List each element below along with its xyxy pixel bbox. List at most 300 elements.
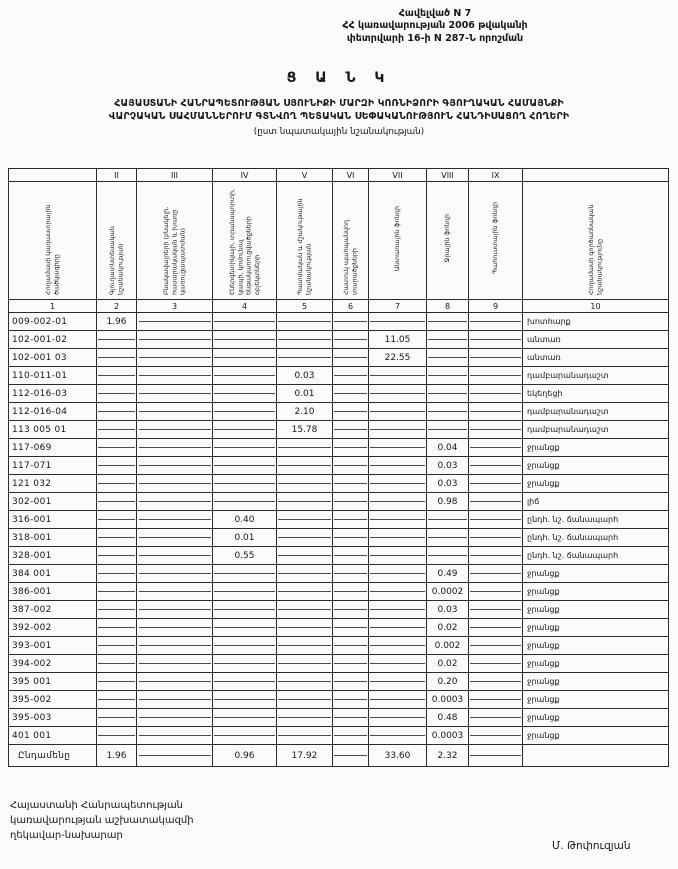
area-value-cell: [427, 403, 469, 421]
area-value-cell: [97, 403, 137, 421]
empty-cell-dash: [470, 555, 521, 556]
empty-cell-dash: [334, 627, 368, 628]
empty-cell-dash: [470, 663, 521, 664]
area-value-cell: [333, 493, 369, 511]
area-value-cell: [213, 367, 277, 385]
area-value-cell: [137, 583, 213, 601]
area-value-cell: [369, 367, 427, 385]
area-value-cell: [469, 691, 523, 709]
table-row: [9, 367, 669, 385]
empty-cell-dash: [370, 735, 425, 736]
empty-cell-dash: [334, 357, 368, 358]
empty-cell-dash: [428, 339, 467, 340]
empty-cell-dash: [214, 681, 274, 682]
area-value-cell: [369, 547, 427, 565]
empty-cell-dash: [470, 573, 521, 574]
parcel-code-cell: 328-001: [9, 547, 97, 565]
empty-cell-dash: [278, 357, 331, 358]
roman-numeral-cell: IV: [213, 169, 277, 182]
designation-cell: ջրանցք: [523, 457, 669, 475]
roman-numeral-cell: II: [97, 169, 137, 182]
table-row: [9, 529, 669, 547]
column-header-label: Հատուկ պահպանվող տարածքների: [342, 219, 359, 295]
rotated-header-row: [9, 182, 669, 300]
table-row: [9, 619, 669, 637]
empty-cell-dash: [370, 465, 425, 466]
column-header-label: Պատմական և մշակութային նշանակության: [296, 197, 313, 295]
area-value-cell: [97, 529, 137, 547]
parcel-code-cell: 121 032: [9, 475, 97, 493]
area-value-cell: [137, 493, 213, 511]
designation-cell: ջրանցք: [523, 601, 669, 619]
empty-cell-dash: [334, 699, 368, 700]
empty-cell-dash: [278, 573, 331, 574]
area-value-cell: [469, 709, 523, 727]
area-value-cell: [333, 403, 369, 421]
area-value-cell: [469, 511, 523, 529]
empty-cell-dash: [139, 465, 211, 466]
area-value-cell: [213, 439, 277, 457]
empty-cell-dash: [470, 501, 521, 502]
column-number-cell: 9: [469, 300, 523, 313]
empty-cell-dash: [278, 717, 331, 718]
column-header-cell: [333, 182, 369, 300]
table-row: [9, 403, 669, 421]
area-value-cell: [97, 331, 137, 349]
designation-cell: դամբարանադաշտ: [523, 403, 669, 421]
empty-cell-dash: [370, 681, 425, 682]
empty-cell-dash: [334, 663, 368, 664]
parcel-code-cell: 401 001: [9, 727, 97, 745]
area-value-cell: [333, 601, 369, 619]
appendix-line-3: փետրվարի 16-ի N 287-Ն որոշման: [346, 32, 524, 44]
table-row: [9, 331, 669, 349]
empty-cell-dash: [214, 501, 274, 502]
empty-cell-dash: [98, 447, 135, 448]
empty-cell-dash: [470, 609, 521, 610]
area-value-cell: [469, 349, 523, 367]
parcel-code-cell: 392-002: [9, 619, 97, 637]
total-row: [9, 745, 669, 767]
area-value-cell: [137, 655, 213, 673]
empty-cell-dash: [139, 663, 211, 664]
area-value-cell: [427, 511, 469, 529]
empty-cell-dash: [278, 555, 331, 556]
empty-cell-dash: [370, 501, 425, 502]
area-value-cell: [97, 583, 137, 601]
empty-cell-dash: [278, 465, 331, 466]
empty-cell-dash: [370, 537, 425, 538]
parcel-code-cell: 316-001: [9, 511, 97, 529]
empty-cell-dash: [370, 573, 425, 574]
area-value-cell: [469, 637, 523, 655]
area-value-cell: [333, 673, 369, 691]
area-value-cell: [213, 403, 277, 421]
roman-numeral-cell: IX: [469, 169, 523, 182]
column-header-cell: [213, 182, 277, 300]
subtitle-note: (ըստ նպատակային նշանակության): [253, 127, 425, 137]
area-value-cell: [469, 385, 523, 403]
empty-cell-dash: [98, 735, 135, 736]
empty-cell-dash: [98, 519, 135, 520]
empty-cell-dash: [278, 609, 331, 610]
parcel-code-cell: 387-002: [9, 601, 97, 619]
area-value-cell: 0.002: [427, 637, 469, 655]
empty-cell-dash: [370, 717, 425, 718]
parcel-code-cell: 117-071: [9, 457, 97, 475]
area-value-cell: [97, 637, 137, 655]
parcel-code-cell: 009-002-01: [9, 313, 97, 331]
empty-cell-dash: [278, 501, 331, 502]
empty-cell-dash: [428, 393, 467, 394]
area-value-cell: [137, 565, 213, 583]
area-value-cell: 1.96: [97, 745, 137, 767]
empty-cell-dash: [370, 645, 425, 646]
area-value-cell: [137, 529, 213, 547]
area-value-cell: [213, 457, 277, 475]
parcel-code-cell: 386-001: [9, 583, 97, 601]
table-row: [9, 727, 669, 745]
area-value-cell: 0.0003: [427, 727, 469, 745]
table-row: [9, 385, 669, 403]
empty-cell-dash: [428, 411, 467, 412]
empty-cell-dash: [214, 663, 274, 664]
table-row: [9, 421, 669, 439]
empty-cell-dash: [214, 411, 274, 412]
empty-cell-dash: [214, 645, 274, 646]
empty-cell-dash: [278, 699, 331, 700]
area-value-cell: [97, 673, 137, 691]
area-value-cell: [213, 637, 277, 655]
area-value-cell: [97, 421, 137, 439]
empty-cell-dash: [370, 375, 425, 376]
area-value-cell: [333, 529, 369, 547]
parcel-code-cell: 318-001: [9, 529, 97, 547]
parcel-code-cell: 110-011-01: [9, 367, 97, 385]
empty-cell-dash: [470, 375, 521, 376]
area-value-cell: [469, 745, 523, 767]
empty-cell-dash: [370, 627, 425, 628]
empty-cell-dash: [334, 519, 368, 520]
area-value-cell: [427, 331, 469, 349]
area-value-cell: [277, 709, 333, 727]
area-value-cell: [137, 691, 213, 709]
empty-cell-dash: [334, 501, 368, 502]
area-value-cell: [97, 619, 137, 637]
area-value-cell: [213, 601, 277, 619]
empty-cell-dash: [98, 645, 135, 646]
column-number-cell: 8: [427, 300, 469, 313]
area-value-cell: [277, 727, 333, 745]
area-value-cell: 0.01: [213, 529, 277, 547]
area-value-cell: [427, 529, 469, 547]
designation-cell: ընդհ. նշ. ճանապարհ: [523, 547, 669, 565]
area-value-cell: [97, 547, 137, 565]
table-row: [9, 691, 669, 709]
empty-cell-dash: [278, 447, 331, 448]
area-value-cell: [213, 673, 277, 691]
area-value-cell: [369, 619, 427, 637]
column-header-cell: [427, 182, 469, 300]
empty-cell-dash: [370, 663, 425, 664]
empty-cell-dash: [214, 735, 274, 736]
area-value-cell: [333, 691, 369, 709]
area-value-cell: 17.92: [277, 745, 333, 767]
area-value-cell: [277, 529, 333, 547]
empty-cell-dash: [370, 393, 425, 394]
area-value-cell: [97, 439, 137, 457]
lands-table: [8, 168, 669, 767]
empty-cell-dash: [98, 411, 135, 412]
area-value-cell: [277, 475, 333, 493]
empty-cell-dash: [98, 573, 135, 574]
column-header-label: Հողամասի գործառնական նշանակությունը: [587, 203, 604, 295]
area-value-cell: [369, 457, 427, 475]
area-value-cell: [469, 673, 523, 691]
subtitle-line-2: ՎԱՐՉԱԿԱՆ ՍԱՀՄԱՆՆԵՐՈՒՄ ԳՏՆՎՈՂ ՊԵՏԱԿԱՆ ՍԵՓԱԿԱՆՈՒԹՅՈՒՆ ՀԱՆԴԻՍԱՑՈՂ ՀՈՂԵՐԻ: [108, 111, 570, 122]
area-value-cell: [469, 583, 523, 601]
area-value-cell: [469, 619, 523, 637]
empty-cell-dash: [139, 357, 211, 358]
empty-cell-dash: [278, 483, 331, 484]
signature-name: Մ. Թոփուզյան: [552, 840, 631, 852]
area-value-cell: 0.48: [427, 709, 469, 727]
empty-cell-dash: [98, 591, 135, 592]
area-value-cell: [427, 367, 469, 385]
empty-cell-dash: [334, 429, 368, 430]
area-value-cell: [277, 547, 333, 565]
empty-cell-dash: [370, 429, 425, 430]
empty-cell-dash: [139, 717, 211, 718]
area-value-cell: [369, 313, 427, 331]
empty-cell-dash: [470, 755, 521, 756]
empty-cell-dash: [334, 447, 368, 448]
empty-cell-dash: [428, 357, 467, 358]
area-value-cell: [277, 457, 333, 475]
designation-cell: ջրանցք: [523, 439, 669, 457]
column-header-label: Հողամասի կադաստրային ծածկագիրը: [44, 204, 61, 295]
column-number-cell: 10: [523, 300, 669, 313]
empty-cell-dash: [470, 735, 521, 736]
empty-cell-dash: [370, 483, 425, 484]
area-value-cell: [137, 367, 213, 385]
empty-cell-dash: [214, 447, 274, 448]
empty-cell-dash: [139, 609, 211, 610]
column-header-label: Անտառային ֆոնդի: [393, 205, 402, 272]
area-value-cell: 33.60: [369, 745, 427, 767]
area-value-cell: 0.01: [277, 385, 333, 403]
area-value-cell: [97, 511, 137, 529]
parcel-code-cell: 393-001: [9, 637, 97, 655]
area-value-cell: [277, 637, 333, 655]
area-value-cell: [137, 439, 213, 457]
empty-cell-dash: [278, 321, 331, 322]
area-value-cell: [277, 565, 333, 583]
designation-cell: եկեղեցի: [523, 385, 669, 403]
parcel-code-cell: 112-016-03: [9, 385, 97, 403]
area-value-cell: [97, 727, 137, 745]
area-value-cell: [137, 601, 213, 619]
column-header-cell: [9, 182, 97, 300]
area-value-cell: [137, 727, 213, 745]
area-value-cell: [97, 457, 137, 475]
empty-cell-dash: [334, 681, 368, 682]
area-value-cell: 0.04: [427, 439, 469, 457]
empty-cell-dash: [214, 465, 274, 466]
area-value-cell: [333, 457, 369, 475]
empty-cell-dash: [98, 609, 135, 610]
area-value-cell: [469, 565, 523, 583]
column-number-cell: 6: [333, 300, 369, 313]
column-number-cell: 1: [9, 300, 97, 313]
empty-cell-dash: [470, 537, 521, 538]
area-value-cell: 2.10: [277, 403, 333, 421]
area-value-cell: [277, 673, 333, 691]
area-value-cell: [97, 691, 137, 709]
empty-cell-dash: [334, 717, 368, 718]
empty-cell-dash: [139, 699, 211, 700]
subtitle-line-1: ՀԱՅԱՍՏԱՆԻ ՀԱՆՐԱՊԵՏՈՒԹՅԱՆ ՍՅՈՒՆԻՔԻ ՄԱՐԶԻ ԿՈՌՆԻՁՈՐԻ ԳՅՈՒՂԱԿԱՆ ՀԱՄԱՅՆՔԻ: [114, 98, 564, 109]
empty-cell-dash: [139, 483, 211, 484]
area-value-cell: [97, 655, 137, 673]
empty-cell-dash: [98, 537, 135, 538]
empty-cell-dash: [214, 429, 274, 430]
area-value-cell: [277, 439, 333, 457]
area-value-cell: [369, 511, 427, 529]
empty-cell-dash: [139, 555, 211, 556]
empty-cell-dash: [278, 681, 331, 682]
empty-cell-dash: [334, 483, 368, 484]
area-value-cell: [333, 745, 369, 767]
area-value-cell: 0.02: [427, 655, 469, 673]
area-value-cell: 1.96: [97, 313, 137, 331]
area-value-cell: [97, 349, 137, 367]
area-value-cell: [137, 475, 213, 493]
area-value-cell: [213, 727, 277, 745]
table-row: [9, 583, 669, 601]
area-value-cell: [369, 709, 427, 727]
empty-cell-dash: [214, 717, 274, 718]
empty-cell-dash: [334, 339, 368, 340]
empty-cell-dash: [139, 573, 211, 574]
designation-cell: ընդհ. նշ. ճանապարհ: [523, 511, 669, 529]
area-value-cell: [277, 619, 333, 637]
column-header-cell: [369, 182, 427, 300]
area-value-cell: 15.78: [277, 421, 333, 439]
area-value-cell: [213, 619, 277, 637]
area-value-cell: [213, 331, 277, 349]
area-value-cell: [213, 475, 277, 493]
area-value-cell: [369, 403, 427, 421]
empty-cell-dash: [334, 375, 368, 376]
empty-cell-dash: [214, 627, 274, 628]
area-value-cell: [369, 673, 427, 691]
area-value-cell: [427, 421, 469, 439]
area-value-cell: [469, 601, 523, 619]
empty-cell-dash: [98, 375, 135, 376]
empty-cell-dash: [470, 483, 521, 484]
empty-cell-dash: [470, 645, 521, 646]
area-value-cell: [369, 493, 427, 511]
empty-cell-dash: [470, 429, 521, 430]
appendix-line-1: Հավելված N 7: [398, 8, 472, 19]
table-container: [8, 168, 669, 767]
empty-cell-dash: [139, 591, 211, 592]
area-value-cell: 0.0003: [427, 691, 469, 709]
empty-cell-dash: [470, 339, 521, 340]
area-value-cell: [137, 403, 213, 421]
area-value-cell: [369, 691, 427, 709]
parcel-code-cell: 112-016-04: [9, 403, 97, 421]
column-number-cell: 2: [97, 300, 137, 313]
empty-cell-dash: [428, 555, 467, 556]
empty-cell-dash: [370, 699, 425, 700]
area-value-cell: [469, 313, 523, 331]
area-value-cell: [277, 583, 333, 601]
empty-cell-dash: [98, 465, 135, 466]
area-value-cell: [469, 439, 523, 457]
empty-cell-dash: [214, 591, 274, 592]
area-value-cell: [137, 673, 213, 691]
empty-cell-dash: [428, 537, 467, 538]
designation-cell: ջրանցք: [523, 655, 669, 673]
parcel-code-cell: Ընդամենը: [9, 745, 97, 767]
designation-cell: ջրանցք: [523, 475, 669, 493]
empty-cell-dash: [98, 393, 135, 394]
area-value-cell: [369, 385, 427, 403]
empty-cell-dash: [278, 645, 331, 646]
empty-cell-dash: [470, 519, 521, 520]
column-header-cell: [469, 182, 523, 300]
empty-cell-dash: [214, 357, 274, 358]
area-value-cell: [137, 745, 213, 767]
empty-cell-dash: [370, 591, 425, 592]
empty-cell-dash: [98, 699, 135, 700]
empty-cell-dash: [428, 321, 467, 322]
area-value-cell: [369, 727, 427, 745]
designation-cell: ջրանցք: [523, 565, 669, 583]
parcel-code-cell: 117-069: [9, 439, 97, 457]
area-value-cell: [333, 475, 369, 493]
area-value-cell: [469, 403, 523, 421]
designation-cell: խոտհարք: [523, 313, 669, 331]
area-value-cell: [333, 583, 369, 601]
empty-cell-dash: [139, 755, 211, 756]
column-number-cell: 7: [369, 300, 427, 313]
area-value-cell: [213, 421, 277, 439]
designation-cell: ջրանցք: [523, 709, 669, 727]
area-value-cell: [469, 475, 523, 493]
roman-numeral-cell: VIII: [427, 169, 469, 182]
parcel-code-cell: 394-002: [9, 655, 97, 673]
empty-cell-dash: [470, 465, 521, 466]
empty-cell-dash: [370, 609, 425, 610]
area-value-cell: [427, 547, 469, 565]
area-value-cell: 0.03: [427, 457, 469, 475]
empty-cell-dash: [470, 699, 521, 700]
empty-cell-dash: [139, 447, 211, 448]
area-value-cell: [369, 439, 427, 457]
table-row: [9, 511, 669, 529]
designation-cell: դամբարանադաշտ: [523, 367, 669, 385]
designation-cell: ջրանցք: [523, 583, 669, 601]
empty-cell-dash: [370, 447, 425, 448]
empty-cell-dash: [334, 573, 368, 574]
column-header-cell: [137, 182, 213, 300]
empty-cell-dash: [470, 627, 521, 628]
area-value-cell: [137, 511, 213, 529]
roman-numeral-cell: VII: [369, 169, 427, 182]
